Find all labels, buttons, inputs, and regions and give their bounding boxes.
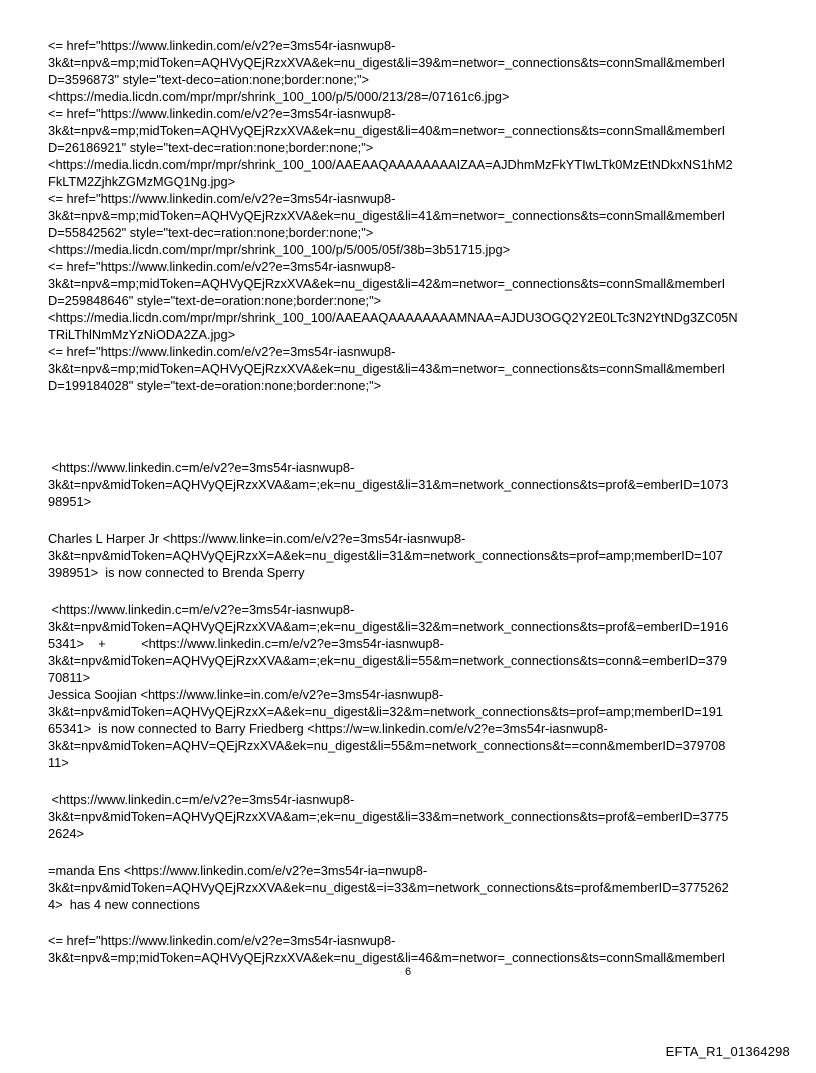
- text-line: 3k&t=npv&midToken=AQHVyQEjRzxXVA&ek=nu_digest&=i=33&m=network_connections&ts=prof&memberID=3775262: [48, 880, 729, 895]
- text-line: 3k&t=npv&midToken=AQHVyQEjRzxXVA&am=;ek=nu_digest&li=33&m=network_connections&ts=prof&=emberID=3775: [48, 809, 729, 824]
- text-line: 3k&t=npv&midToken=AQHVyQEjRzxX=A&ek=nu_digest&li=31&m=network_connections&ts=prof=amp;memberID=107: [48, 548, 723, 563]
- text-line: 3k&t=npv&=mp;midToken=AQHVyQEjRzxXVA&ek=nu_digest&li=42&m=networ=_connections&ts=connSmall&memberI: [48, 276, 726, 291]
- text-line: 11>: [48, 755, 69, 770]
- text-line: D=26186921" style="text-dec=ration:none;border:none;">: [48, 140, 374, 155]
- text-line: 3k&t=npv&=mp;midToken=AQHVyQEjRzxXVA&ek=nu_digest&li=40&m=networ=_connections&ts=connSmall&memberI: [48, 123, 726, 138]
- text-line: D=55842562" style="text-dec=ration:none;border:none;">: [48, 225, 374, 240]
- text-line: <https://media.licdn.com/mpr/mpr/shrink_100_100/p/5/005/05f/38b=3b51715.jpg>: [48, 242, 511, 257]
- text-line: 2624>: [48, 826, 84, 841]
- text-line: 3k&t=npv&midToken=AQHVyQEjRzxXVA&am=;ek=nu_digest&li=32&m=network_connections&ts=prof&=emberID=1916: [48, 619, 729, 634]
- text-line: TRiLThlNmMzYzNiODA2ZA.jpg>: [48, 327, 236, 342]
- text-line: <https://media.licdn.com/mpr/mpr/shrink_100_100/p/5/000/213/28=/07161c6.jpg>: [48, 89, 510, 104]
- text-line: FkLTM2ZjhkZGMzMGQ1Ng.jpg>: [48, 174, 236, 189]
- text-line: <https://www.linkedin.c=m/e/v2?e=3ms54r-iasnwup8-: [48, 460, 355, 475]
- text-line: 3k&t=npv&=mp;midToken=AQHVyQEjRzxXVA&ek=nu_digest&li=41&m=networ=_connections&ts=connSmall&memberI: [48, 208, 726, 223]
- text-line: Charles L Harper Jr <https://www.linke=in.com/e/v2?e=3ms54r-iasnwup8-: [48, 531, 466, 546]
- text-line: <= href="https://www.linkedin.com/e/v2?e=3ms54r-iasnwup8-: [48, 191, 396, 206]
- text-line: 4> has 4 new connections: [48, 897, 200, 912]
- text-line: <https://www.linkedin.c=m/e/v2?e=3ms54r-iasnwup8-: [48, 792, 355, 807]
- text-line: 70811>: [48, 670, 91, 685]
- text-line: 3k&t=npv&midToken=AQHV=QEjRzxXVA&ek=nu_digest&li=55&m=network_connections&t==conn&memberID=379708: [48, 738, 726, 753]
- text-line: 5341> + <https://www.linkedin.c=m/e/v2?e=3ms54r-iasnwup8-: [48, 636, 444, 651]
- text-line: <https://media.licdn.com/mpr/mpr/shrink_100_100/AAEAAQAAAAAAAAMNAA=AJDU3OGQ2Y2E0LTc3N2YtNDg3ZC05N: [48, 310, 738, 325]
- text-line: =manda Ens <https://www.linkedin.com/e/v2?e=3ms54r-ia=nwup8-: [48, 863, 428, 878]
- text-line: D=259848646" style="text-de=oration:none;border:none;">: [48, 293, 382, 308]
- text-line: <https://media.licdn.com/mpr/mpr/shrink_100_100/AAEAAQAAAAAAAAIZAA=AJDhmMzFkYTIwLTk0MzEtNDkxNS1hM2: [48, 157, 733, 172]
- text-line: 3k&t=npv&=mp;midToken=AQHVyQEjRzxXVA&ek=nu_digest&li=43&m=networ=_connections&ts=connSmall&memberI: [48, 361, 726, 376]
- text-line: <= href="https://www.linkedin.com/e/v2?e=3ms54r-iasnwup8-: [48, 38, 396, 53]
- page-number: 6: [404, 966, 412, 978]
- text-line: <https://www.linkedin.c=m/e/v2?e=3ms54r-iasnwup8-: [48, 602, 355, 617]
- text-line: <= href="https://www.linkedin.com/e/v2?e=3ms54r-iasnwup8-: [48, 933, 396, 948]
- text-line: 3k&t=npv&=mp;midToken=AQHVyQEjRzxXVA&ek=nu_digest&li=46&m=networ=_connections&ts=connSmall&memberI: [48, 950, 726, 965]
- text-line: <= href="https://www.linkedin.com/e/v2?e=3ms54r-iasnwup8-: [48, 106, 396, 121]
- text-line: 98951>: [48, 494, 92, 509]
- text-line: <= href="https://www.linkedin.com/e/v2?e=3ms54r-iasnwup8-: [48, 344, 396, 359]
- text-line: 65341> is now connected to Barry Friedberg <https://w=w.linkedin.com/e/v2?e=3ms54r-iasnwup8-: [48, 721, 608, 736]
- text-line: 3k&t=npv&midToken=AQHVyQEjRzxXVA&am=;ek=nu_digest&li=31&m=network_connections&ts=prof&=emberID=1073: [48, 477, 729, 492]
- text-line: 3k&t=npv&midToken=AQHVyQEjRzxXVA&am=;ek=nu_digest&li=55&m=network_connections&ts=conn&=emberID=379: [48, 653, 727, 668]
- text-line: D=199184028" style="text-de=oration:none;border:none;">: [48, 378, 382, 393]
- text-line: D=3596873" style="text-deco=ation:none;border:none;">: [48, 72, 369, 87]
- document-id: EFTA_R1_01364298: [665, 1044, 790, 1059]
- text-line: 398951> is now connected to Brenda Sperry: [48, 565, 305, 580]
- text-line: <= href="https://www.linkedin.com/e/v2?e=3ms54r-iasnwup8-: [48, 259, 396, 274]
- text-line: 3k&t=npv&midToken=AQHVyQEjRzxX=A&ek=nu_digest&li=32&m=network_connections&ts=prof=amp;memberID=191: [48, 704, 723, 719]
- text-line: 3k&t=npv&=mp;midToken=AQHVyQEjRzxXVA&ek=nu_digest&li=39&m=networ=_connections&ts=connSmall&memberI: [48, 55, 726, 70]
- text-line: Jessica Soojian <https://www.linke=in.com/e/v2?e=3ms54r-iasnwup8-: [48, 687, 444, 702]
